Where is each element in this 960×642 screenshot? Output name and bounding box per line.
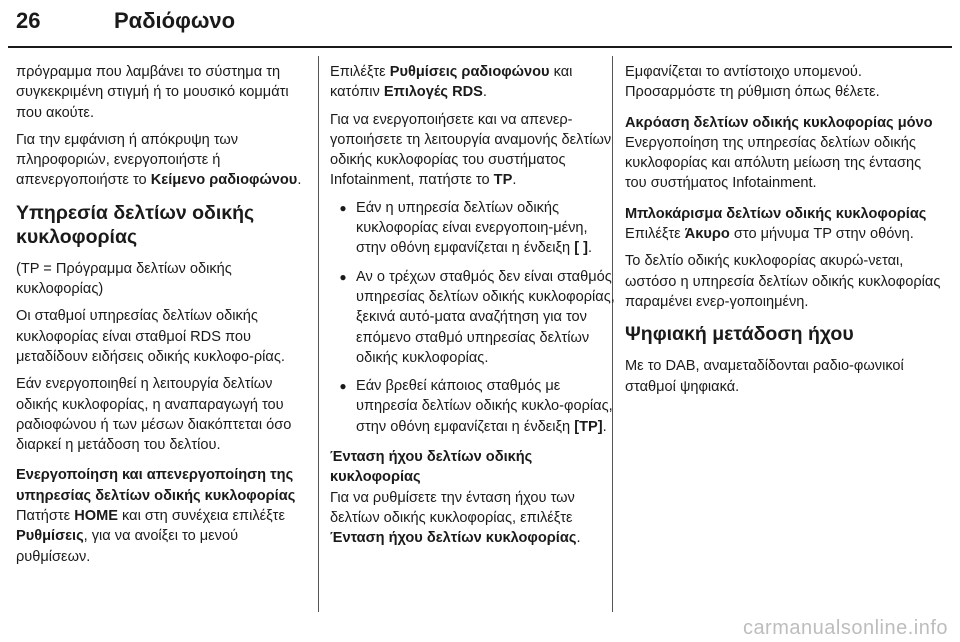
page-title: Ραδιόφωνο [114,8,236,33]
column-2 [330,62,615,556]
column-1 [16,62,306,574]
bullet-item: ● Αν ο τρέχων σταθμός δεν είναι σταθμός υπηρεσίας δελτίων οδικής κυκλοφορίας, ξεκινά αυτό‐ματα αναζήτηση για τον επόμενο σταθμό υπηρεσίας δελτίων οδικής κυκλοφορίας. [330,267,615,368]
paragraph: Επιλέξτε Άκυρο στο μήνυμα TP στην οθόνη. [625,226,914,243]
header-rule [8,46,952,48]
column-divider-1 [318,56,319,612]
bullet-item: ● Εάν η υπηρεσία δελτίων οδικής κυκλοφορίας είναι ενεργοποιη‐μένη, στην οθόνη εμφανίζεται η ένδειξη [ ]. [330,198,615,259]
page-number: 26 [16,8,41,33]
paragraph: Πατήστε HOME και στη συνέχεια επιλέξτε Ρυθμίσεις, για να ανοίξει το μενού ρυθμίσεων. [16,508,285,565]
paragraph: Το δελτίο οδικής κυκλοφορίας ακυρώ‐νεται, ωστόσο η υπηρεσία δελτίων οδικής κυκλοφορίας παραμένει ενερ‐γοποιημένη. [625,253,941,310]
paragraph: Εμφανίζεται το αντίστοιχο υπομενού. Προσαρμόστε τη ρύθμιση όπως θέλετε. [625,64,880,101]
paragraph: (TP = Πρόγραμμα δελτίων οδικής κυκλοφορίας) [16,260,232,298]
section-heading: Υπηρεσία δελτίων οδικής κυκλοφορίας [16,201,255,248]
paragraph: Ενεργοποίηση της υπηρεσίας δελτίων οδικής κυκλοφορίας και απόλυτη μείωση της έντασης του συστήματος Infotainment. [625,134,922,192]
paragraph: πρόγραμμα που λαμβάνει το σύστημα τη συγκεκριμένη στιγμή ή το μουσικό κομμάτι που ακούτε. [16,64,289,121]
bullet-icon: ● [339,200,347,215]
watermark: carmanualsonline.info [742,617,948,639]
paragraph: Για να ρυθμίσετε την ένταση ήχου των δελτίων οδικής κυκλοφορίας, επιλέξτε Ένταση ήχου δελτίων κυκλοφορίας. [330,489,581,547]
paragraph: Με το DAB, αναμεταδίδονται ραδιο‐φωνικοί σταθμοί ψηφιακά. [625,358,904,395]
column-3 [625,62,945,404]
section-heading: Ψηφιακή μετάδοση ήχου [625,323,854,346]
bullet-icon: ● [339,269,347,284]
menu-term: Κείμενο ραδιοφώνου [150,172,298,189]
paragraph: Επιλέξτε Ρυθμίσεις ραδιοφώνου και κατόπιν Επιλογές RDS. [330,64,573,101]
subsection-heading: Ένταση ήχου δελτίων οδικής κυκλοφορίας [330,449,533,486]
page-header [8,6,952,40]
bullet-item: ● Εάν βρεθεί κάποιος σταθμός με υπηρεσία δελτίων οδικής κυκλο‐φορίας, στην οθόνη εμφανίζεται η ένδειξη [TP]. [330,376,615,437]
paragraph: Εάν ενεργοποιηθεί η λειτουργία δελτίων οδικής κυκλοφορίας, η αναπαραγωγή του ραδιοφώνου ή των μέσων διακόπτεται όσο διαρκεί η μετάδοση του δελτίου. [16,376,292,454]
subsection-heading: Ακρόαση δελτίων οδικής κυκλοφορίας μόνο [625,114,933,131]
paragraph: Για να ενεργοποιήσετε και να απενερ‐γοποιήσετε τη λειτουργία αναμονής δελτίων οδικής κυκλοφορίας του συστήματος Infotainment, πατήστε το TP. [330,111,612,189]
subsection-heading: Ενεργοποίηση και απενεργοποίηση της υπηρεσίας δελτίων οδικής κυκλοφορίας [16,467,296,504]
paragraph: Για την εμφάνιση ή απόκρυψη των πληροφοριών, ενεργοποιήστε ή απενεργοποιήστε το Κείμενο ραδιοφώνου. [16,131,302,189]
subsection-heading: Μπλοκάρισμα δελτίων οδικής κυκλοφορίας [625,205,927,222]
paragraph: Οι σταθμοί υπηρεσίας δελτίων οδικής κυκλοφορίας είναι σταθμοί RDS που μεταδίδουν ειδήσεις οδικής κυκλοφο‐ρίας. [16,308,285,365]
bullet-icon: ● [339,379,347,394]
